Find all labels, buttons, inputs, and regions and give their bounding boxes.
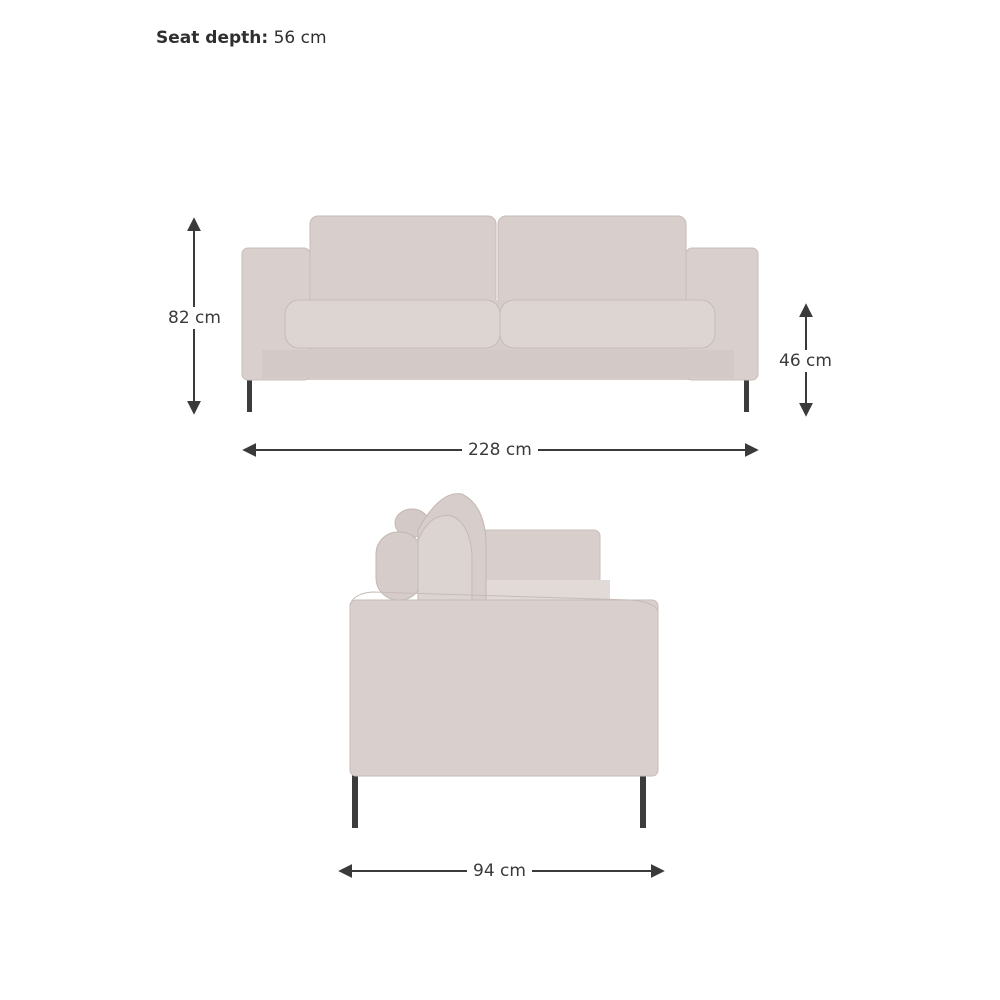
seat-depth-value: 56 cm (273, 28, 327, 48)
front-leg-left (247, 376, 252, 412)
side-back-cushion-front (418, 516, 472, 601)
front-back-cushion-left (310, 216, 496, 306)
front-back-cushion-right (498, 216, 686, 306)
front-leg-right (744, 376, 749, 412)
seat-depth-label: Seat depth: (156, 28, 269, 48)
height-label: 82 cm (162, 307, 227, 329)
seat-height-label: 46 cm (773, 350, 838, 372)
front-seat-cushion-left (285, 300, 500, 348)
side-arm-panel (350, 600, 658, 776)
front-view-sofa (242, 216, 758, 412)
width-label: 228 cm (462, 439, 538, 461)
side-leg-back (640, 772, 646, 828)
side-leg-front (352, 772, 358, 828)
front-rail (262, 350, 734, 378)
depth-label: 94 cm (467, 860, 532, 882)
side-view-sofa (350, 494, 658, 828)
front-seat-cushion-right (500, 300, 715, 348)
bolster-pillow (376, 532, 422, 600)
